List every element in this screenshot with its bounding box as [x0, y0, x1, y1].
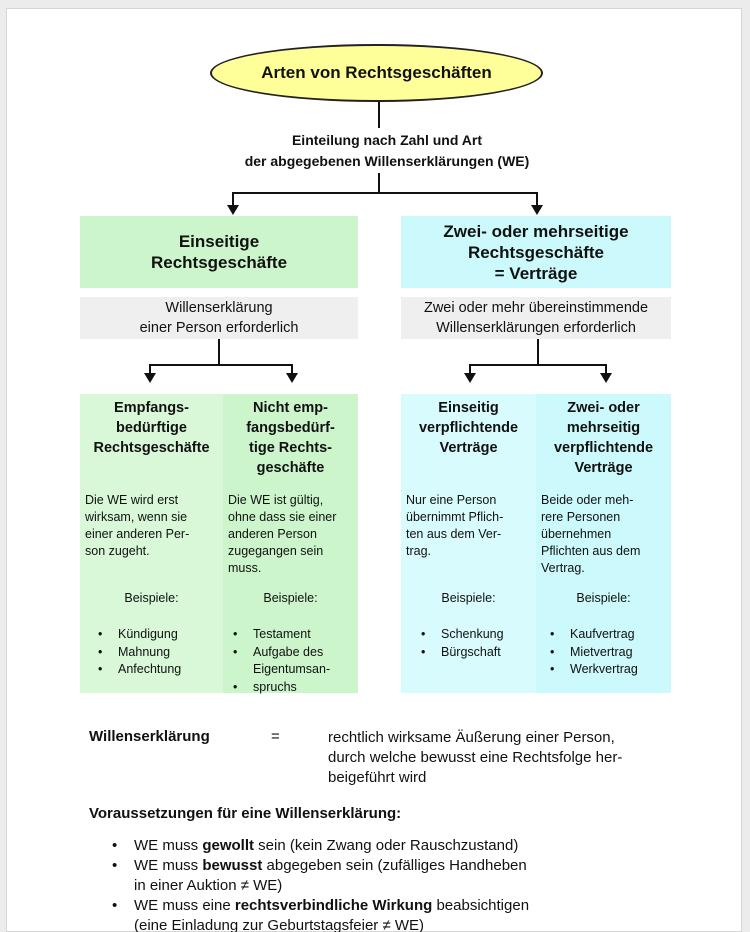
document-page — [6, 8, 742, 932]
column-title-line: Empfangs- — [114, 400, 189, 416]
column-title-line: verpflichtende — [418, 420, 519, 436]
list-item: • spruchs — [233, 679, 354, 697]
column-description — [85, 492, 219, 560]
definition-line: durch welche bewusst eine Rechtsfolge her- — [328, 749, 623, 766]
connector-left-sub-horizontal — [149, 364, 293, 366]
connector-right-sub-down — [537, 339, 539, 365]
arrow-down-icon — [464, 373, 476, 383]
column-title-line: Verträge — [574, 460, 633, 476]
requirement-item — [112, 896, 672, 932]
column-description — [541, 492, 667, 577]
description-line: muss. — [228, 561, 262, 575]
requirement-unilateral — [80, 297, 358, 339]
category-unilateral — [80, 216, 358, 288]
column-title-line: tige Rechts- — [249, 440, 332, 456]
description-line: Pflichten aus dem — [541, 544, 641, 558]
arrow-left-icon — [227, 205, 239, 215]
classification-line-1: Einteilung nach Zahl und Art — [291, 132, 483, 148]
arrow-right-icon — [531, 205, 543, 215]
category-multilateral — [401, 216, 671, 288]
description-line: Nur eine Person — [406, 493, 497, 507]
requirement-multilateral-line-1: Zwei oder mehr übereinstimmende — [423, 300, 649, 316]
column-title-line: fangsbedürf- — [246, 420, 335, 436]
requirements-heading: Voraussetzungen für eine Willenserklärung: — [89, 805, 402, 822]
connector-right-sub-horizontal — [469, 364, 607, 366]
column-title-line: Verträge — [439, 440, 498, 456]
column-title-line: Rechtsgeschäfte — [93, 440, 210, 456]
requirement-text: sein (kein Zwang oder Rauschzustand) — [254, 837, 519, 854]
list-item: • Testament — [233, 626, 354, 644]
diagram-title-text: Arten von Rechtsgeschäften — [261, 63, 492, 82]
column-title — [223, 398, 358, 478]
description-line: Beide oder meh- — [541, 493, 634, 507]
description-line: rere Personen — [541, 510, 621, 524]
column-title — [80, 398, 223, 458]
connector-right-drop — [536, 192, 538, 206]
connector-horizontal-top — [232, 192, 538, 194]
column-title-line: verpflichtende — [553, 440, 654, 456]
definition-equals: = — [271, 728, 280, 745]
requirement-emphasis: bewusst — [202, 857, 263, 874]
description-line: übernehmen — [541, 527, 612, 541]
requirement-text: WE muss — [134, 837, 203, 854]
requirement-multilateral-line-2: Willenserklärungen erforderlich — [436, 320, 636, 336]
requirement-text: WE muss eine — [134, 897, 235, 914]
description-line: zugegangen sein — [228, 544, 324, 558]
requirement-unilateral-line-1: Willenserklärung — [165, 300, 273, 316]
column-description — [228, 492, 354, 577]
diagram-title — [210, 44, 543, 102]
arrow-down-icon — [600, 373, 612, 383]
connector-title-down — [378, 102, 380, 128]
column-title-line: Nicht emp- — [253, 400, 328, 416]
list-item: • Werkvertrag — [550, 661, 667, 679]
requirement-item — [112, 836, 672, 856]
list-item: • Aufgabe des Eigentumsan- — [233, 644, 354, 679]
column-title-line: mehrseitig — [566, 420, 641, 436]
definition-text — [328, 728, 688, 788]
requirement-text: in einer Auktion ≠ WE) — [134, 877, 283, 894]
description-line: trag. — [406, 544, 432, 558]
description-line: ohne dass sie einer — [228, 510, 337, 524]
arrow-down-icon — [144, 373, 156, 383]
examples-label: Beispiele: — [441, 591, 496, 605]
column-title-line: Zwei- oder — [567, 400, 640, 416]
column-description — [406, 492, 532, 560]
description-line: anderen Person — [228, 527, 317, 541]
list-item: • Schenkung — [421, 626, 532, 644]
list-item: • Anfechtung — [98, 661, 219, 679]
column-mutual-obligation — [536, 394, 671, 693]
description-line: Die WE wird erst — [85, 493, 179, 507]
list-item: • Bürgschaft — [421, 644, 532, 662]
examples-list — [421, 626, 532, 661]
arrow-down-icon — [286, 373, 298, 383]
connector-left-drop — [232, 192, 234, 206]
category-multilateral-line-3: = Verträge — [494, 263, 578, 283]
column-title-line: bedürftige — [116, 420, 187, 436]
requirement-text: abgegeben sein (zufälliges Handheben — [262, 857, 527, 874]
requirement-emphasis: rechtsverbindliche Wirkung — [234, 897, 433, 914]
requirement-text: beabsichtigen — [432, 897, 530, 914]
examples-list — [233, 626, 354, 696]
requirement-item — [112, 856, 672, 896]
list-item: • Kaufvertrag — [550, 626, 667, 644]
classification-heading — [147, 130, 627, 172]
description-line: Die WE ist gültig, — [228, 493, 324, 507]
column-one-sided-obligation — [401, 394, 536, 693]
requirements-list — [112, 836, 672, 932]
requirement-multilateral — [401, 297, 671, 339]
list-item: • Kündigung — [98, 626, 219, 644]
requirement-text: (eine Einladung zur Geburtstagsfeier ≠ WE) — [134, 917, 425, 932]
definition-line: rechtlich wirksame Äußerung einer Person, — [328, 729, 615, 746]
column-receipt-required — [80, 394, 223, 693]
column-title — [536, 398, 671, 478]
requirement-text: WE muss — [134, 857, 203, 874]
column-no-receipt-required — [223, 394, 358, 693]
category-multilateral-line-2: Rechtsgeschäfte — [467, 242, 605, 262]
description-line: son zugeht. — [85, 544, 150, 558]
description-line: wirksam, wenn sie — [85, 510, 188, 524]
category-unilateral-line-1: Einseitige — [178, 232, 260, 251]
description-line: einer anderen Per- — [85, 527, 190, 541]
requirement-unilateral-line-2: einer Person erforderlich — [139, 320, 299, 336]
column-title — [401, 398, 536, 458]
examples-label: Beispiele: — [124, 591, 179, 605]
category-multilateral-line-1: Zwei- oder mehrseitige — [443, 221, 629, 241]
column-title-line: Einseitig — [438, 400, 499, 416]
examples-label: Beispiele: — [576, 591, 631, 605]
examples-list — [98, 626, 219, 679]
definition-term: Willenserklärung — [89, 728, 210, 745]
requirement-emphasis: gewollt — [202, 837, 255, 854]
examples-list — [550, 626, 667, 679]
list-item: • Mahnung — [98, 644, 219, 662]
column-title-line: geschäfte — [256, 460, 325, 476]
category-unilateral-line-2: Rechtsgeschäfte — [150, 253, 288, 272]
connector-heading-down — [378, 173, 380, 193]
description-line: ten aus dem Ver- — [406, 527, 502, 541]
definition-line: beigeführt wird — [328, 769, 427, 786]
classification-line-2: der abgegebenen Willenserklärungen (WE) — [244, 153, 530, 169]
connector-left-sub-down — [218, 339, 220, 365]
examples-label: Beispiele: — [263, 591, 318, 605]
list-item: • Mietvertrag — [550, 644, 667, 662]
description-line: übernimmt Pflich- — [406, 510, 504, 524]
description-line: Vertrag. — [541, 561, 585, 575]
